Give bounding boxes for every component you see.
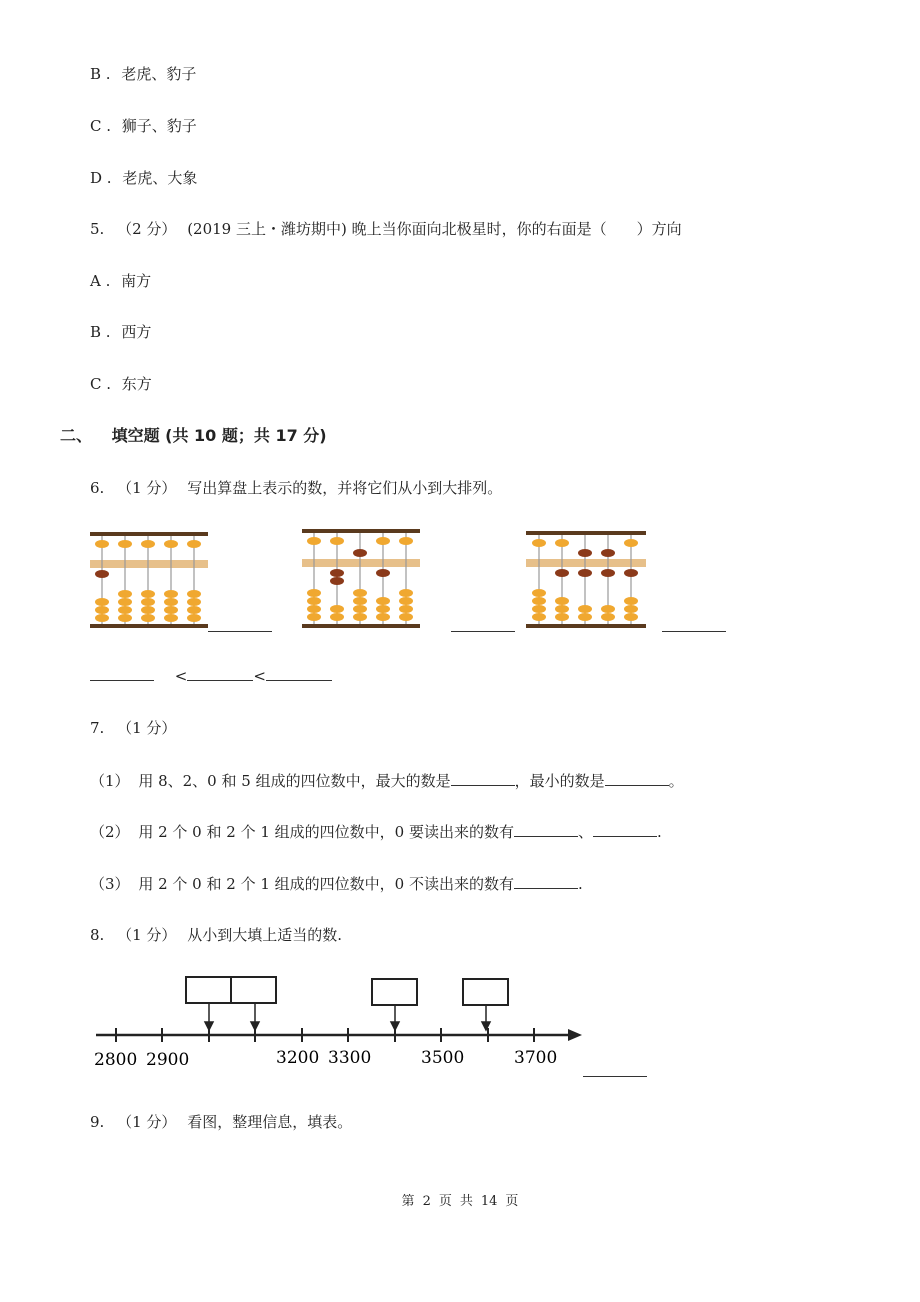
tick-label-3300: 3300 <box>328 1048 372 1068</box>
tick-label-3700: 3700 <box>514 1048 558 1068</box>
tick-label-2900: 2900 <box>146 1050 190 1070</box>
q7-stem: 7. （1 分） <box>90 719 177 737</box>
q4-option-c: C . 狮子、豹子 <box>90 117 197 135</box>
q4-option-b: B . 老虎、豹子 <box>90 65 197 83</box>
q6-stem: 6. （1 分） 写出算盘上表示的数，并将它们从小到大排列。 <box>90 479 503 497</box>
q7-part-1: （1） 用 8、2、0 和 5 组成的四位数中，最大的数是 ，最小的数是 。 <box>90 772 684 790</box>
abacus-2-answer-blank[interactable] <box>451 617 515 632</box>
q7-2-blank-1[interactable] <box>514 822 578 837</box>
q7-1-blank-min[interactable] <box>605 771 669 786</box>
q5-option-c: C . 东方 <box>90 375 152 393</box>
abacus-3 <box>526 529 648 632</box>
tick-label-3200: 3200 <box>276 1048 320 1068</box>
nl-box-1 <box>186 977 231 1003</box>
abacus-1 <box>90 530 210 632</box>
nl-box-3 <box>372 979 417 1005</box>
q4-option-d: D . 老虎、大象 <box>90 169 198 187</box>
nl-box-2 <box>231 977 276 1003</box>
q5-option-b: B . 西方 <box>90 323 152 341</box>
q7-1-blank-max[interactable] <box>451 771 515 786</box>
q5-option-a: A . 南方 <box>90 272 152 290</box>
order-blank-1[interactable] <box>90 666 154 681</box>
q8-stem: 8. （1 分） 从小到大填上适当的数. <box>90 926 342 944</box>
q7-3-blank[interactable] <box>514 874 578 889</box>
q7-2-blank-2[interactable] <box>593 822 657 837</box>
abacus-1-answer-blank[interactable] <box>208 617 272 632</box>
q7-part-2: （2） 用 2 个 0 和 2 个 1 组成的四位数中，0 要读出来的数有 、 . <box>90 823 662 841</box>
q5-stem: 5. （2 分） (2019 三上・潍坊期中) 晚上当你面向北极星时，你的右面是（ ）方向 <box>90 220 682 238</box>
nl-box-4 <box>463 979 508 1005</box>
order-blank-3[interactable] <box>266 666 332 681</box>
tick-label-2800: 2800 <box>94 1050 138 1070</box>
q9-stem: 9. （1 分） 看图，整理信息，填表。 <box>90 1113 353 1131</box>
number-line <box>90 970 590 1075</box>
q6-ordering: < < <box>90 666 332 686</box>
q8-answer-blank[interactable] <box>583 1062 647 1077</box>
q7-part-3: （3） 用 2 个 0 和 2 个 1 组成的四位数中，0 不读出来的数有 . <box>90 875 583 893</box>
abacus-3-answer-blank[interactable] <box>662 617 726 632</box>
section-heading: 二、 填空题 (共 10 题；共 17 分) <box>60 426 327 445</box>
abacus-2 <box>302 527 422 632</box>
page-footer: 第 2 页 共 14 页 <box>401 1194 519 1209</box>
order-blank-2[interactable] <box>187 666 253 681</box>
tick-label-3500: 3500 <box>421 1048 465 1068</box>
